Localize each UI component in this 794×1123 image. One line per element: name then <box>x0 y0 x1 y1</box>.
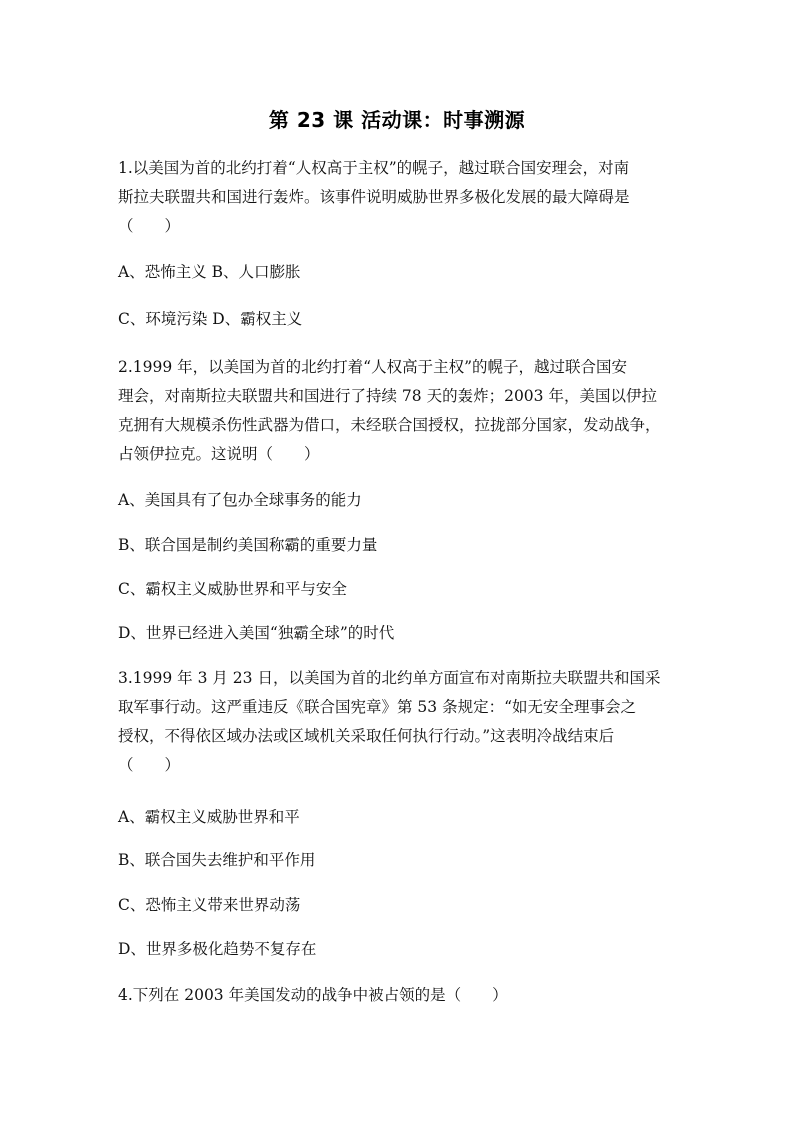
question-1-line-1: 1.以美国为首的北约打着“人权高于主权”的幌子，越过联合国安理会，对南 <box>118 159 630 177</box>
question-3-option-b: B、联合国失去维护和平作用 <box>118 851 316 869</box>
question-2-line-3: 克拥有大规模杀伤性武器为借口，未经联合国授权，拉拢部分国家，发动战争， <box>118 416 661 434</box>
question-3-stem <box>118 664 683 780</box>
question-2-option-b: B、联合国是制约美国称霸的重要力量 <box>118 536 378 554</box>
question-3-option-d: D、世界多极化趋势不复存在 <box>118 940 317 958</box>
page-title: 第 23 课 活动课：时事溯源 <box>268 108 526 132</box>
question-2-line-2: 理会，对南斯拉夫联盟共和国进行了持续 78 天的轰炸；2003 年，美国以伊拉 <box>118 387 657 405</box>
question-3-line-1: 3.1999 年 3 月 23 日，以美国为首的北约单方面宣布对南斯拉夫联盟共和国采 <box>118 669 661 687</box>
question-2-line-1: 2.1999 年，以美国为首的北约打着“人权高于主权”的幌子，越过联合国安 <box>118 358 628 376</box>
question-2-option-c: C、霸权主义威胁世界和平与安全 <box>118 580 347 598</box>
question-1-line-3: （ ） <box>118 217 181 235</box>
question-2-option-a: A、美国具有了包办全球事务的能力 <box>118 491 362 509</box>
question-4-stem <box>118 981 683 1010</box>
question-2-stem <box>118 353 683 469</box>
question-3-option-c: C、恐怖主义带来世界动荡 <box>118 896 301 914</box>
question-3-line-4: （ ） <box>118 756 181 774</box>
question-1-options-cd: C、环境污染 D、霸权主义 <box>118 310 303 328</box>
question-2-option-d: D、世界已经进入美国“独霸全球”的时代 <box>118 624 395 642</box>
question-3-line-2: 取军事行动。这严重违反《联合国宪章》第 53 条规定：“如无安全理事会之 <box>118 698 637 716</box>
question-4-line-1: 4.下列在 2003 年美国发动的战争中被占领的是（ ） <box>118 986 508 1004</box>
question-1-stem <box>118 154 683 241</box>
question-3-line-3: 授权，不得依区域办法或区域机关采取任何执行行动。”这表明冷战结束后 <box>118 727 615 745</box>
question-1-options-ab: A、恐怖主义 B、人口膨胀 <box>118 263 301 281</box>
question-1-line-2: 斯拉夫联盟共和国进行轰炸。该事件说明威胁世界多极化发展的最大障碍是 <box>118 188 630 206</box>
question-2-line-4: 占领伊拉克。这说明（ ） <box>118 445 320 463</box>
question-3-option-a: A、霸权主义威胁世界和平 <box>118 808 300 826</box>
